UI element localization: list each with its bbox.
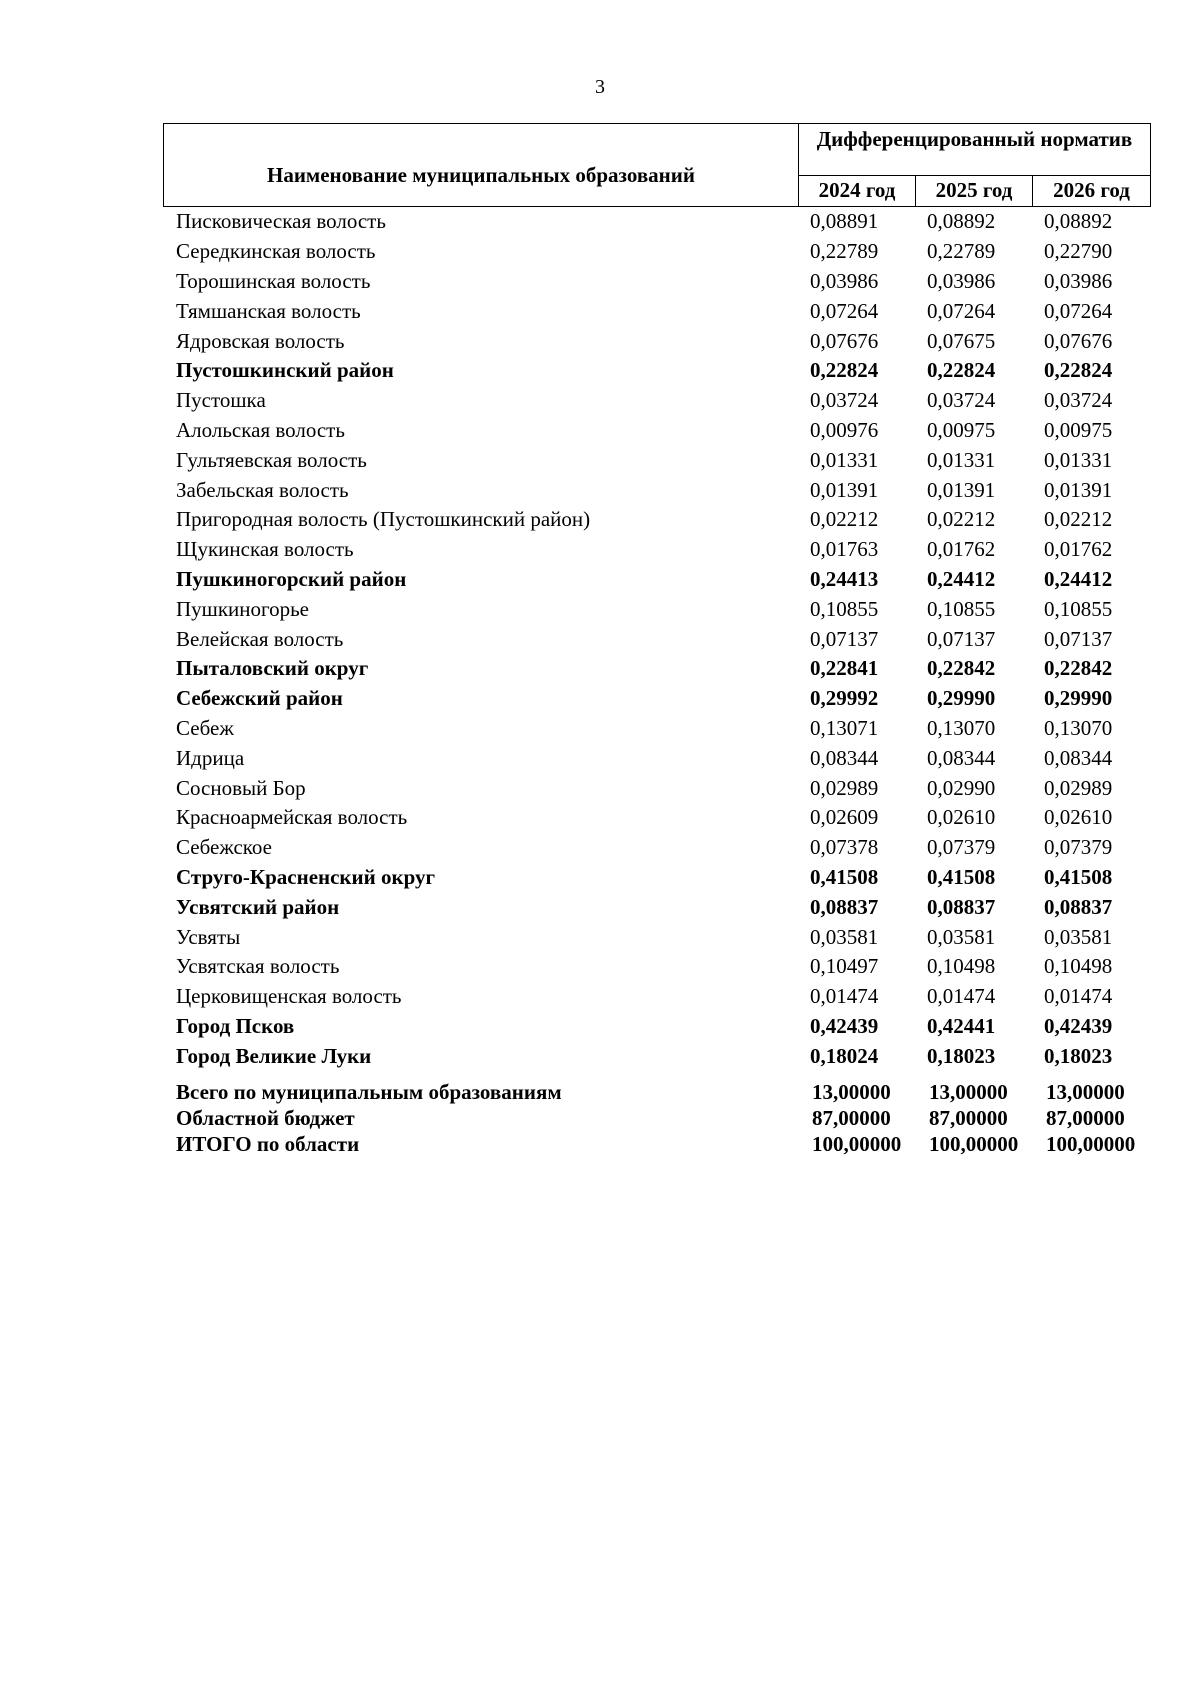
table-row [163, 743, 1151, 773]
row-name: Велейская волость [176, 626, 344, 651]
value-2026: 0,18023 [1044, 1043, 1113, 1068]
value-2026: 13,00000 [1046, 1079, 1125, 1104]
value-2025: 13,00000 [929, 1079, 1008, 1104]
value-2026: 0,03581 [1044, 924, 1113, 949]
value-2026: 0,01331 [1044, 447, 1113, 472]
table-row [163, 684, 1151, 714]
row-name: Город Великие Луки [176, 1043, 372, 1068]
header-year-2026: 2026 год [1053, 178, 1130, 202]
value-2026: 0,13070 [1044, 715, 1113, 740]
table-row [163, 863, 1151, 893]
value-2025: 0,13070 [927, 715, 996, 740]
value-2025: 0,01331 [927, 447, 996, 472]
value-2024: 0,22824 [810, 358, 879, 383]
value-2025: 0,07137 [927, 626, 996, 651]
row-name: ИТОГО по области [176, 1131, 360, 1156]
value-2026: 0,22824 [1044, 358, 1113, 383]
value-2026: 0,02989 [1044, 775, 1113, 800]
table-row [163, 1105, 1151, 1131]
value-2026: 0,07137 [1044, 626, 1113, 651]
value-2025: 0,01391 [927, 477, 996, 502]
row-name: Торошинская волость [176, 268, 371, 293]
value-2025: 0,07675 [927, 328, 996, 353]
row-name: Пригородная волость (Пустошкинский район) [176, 507, 591, 532]
value-2026: 0,29990 [1044, 686, 1113, 711]
value-2024: 0,22789 [810, 239, 879, 264]
row-name: Забельская волость [176, 477, 349, 502]
value-2025: 0,08344 [927, 745, 996, 770]
table-row [163, 1079, 1151, 1105]
table-body [163, 207, 1151, 1071]
value-2025: 0,08837 [927, 894, 996, 919]
table-row [163, 505, 1151, 535]
row-name: Пушкиногорье [176, 596, 310, 621]
value-2024: 0,18024 [810, 1043, 879, 1068]
value-2026: 0,00975 [1044, 417, 1113, 442]
value-2024: 0,07676 [810, 328, 879, 353]
header-name-column: Наименование муниципальных образований [164, 124, 799, 207]
table-row [163, 326, 1151, 356]
row-name: Тямшанская волость [176, 298, 361, 323]
value-2024: 0,08891 [810, 209, 879, 234]
value-2024: 0,03724 [810, 388, 879, 413]
value-2024: 0,01331 [810, 447, 879, 472]
row-name: Областной бюджет [176, 1105, 355, 1130]
value-2025: 0,22824 [927, 358, 996, 383]
value-2024: 0,07137 [810, 626, 879, 651]
row-name: Усвятский район [176, 894, 340, 919]
table-header [163, 123, 1151, 206]
header-years [799, 176, 1150, 207]
table-totals [163, 1079, 1151, 1157]
value-2025: 0,01474 [927, 984, 996, 1009]
value-2025: 87,00000 [929, 1105, 1008, 1130]
row-name: Ядровская волость [176, 328, 345, 353]
value-2026: 0,08892 [1044, 209, 1113, 234]
header-year-2024: 2024 год [799, 176, 916, 207]
value-2026: 0,07676 [1044, 328, 1113, 353]
value-2024: 0,02212 [810, 507, 879, 532]
normative-table [163, 123, 1151, 1157]
value-2026: 0,08837 [1044, 894, 1113, 919]
value-2024: 13,00000 [812, 1079, 891, 1104]
value-2026: 0,10498 [1044, 954, 1113, 979]
table-row [163, 594, 1151, 624]
value-2025: 0,22842 [927, 656, 996, 681]
row-name: Церковищенская волость [176, 984, 402, 1009]
row-name: Пустошкинский район [176, 358, 394, 383]
value-2026: 0,07264 [1044, 298, 1113, 323]
value-2026: 0,01762 [1044, 537, 1113, 562]
value-2024: 100,00000 [812, 1131, 902, 1156]
row-name: Гультяевская волость [176, 447, 367, 472]
table-row [163, 773, 1151, 803]
value-2024: 0,01391 [810, 477, 879, 502]
header-group-label: Дифференцированный норматив [799, 124, 1150, 176]
page-number: 3 [595, 76, 605, 98]
row-name: Усвяты [176, 924, 241, 949]
value-2024: 0,22841 [810, 656, 879, 681]
row-name: Себежский район [176, 686, 343, 711]
value-2024: 0,29992 [810, 686, 879, 711]
value-2024: 0,10855 [810, 596, 879, 621]
value-2024: 0,01763 [810, 537, 879, 562]
table-row [163, 445, 1151, 475]
value-2025: 0,03986 [927, 268, 996, 293]
table-row [163, 1131, 1151, 1157]
value-2026: 0,42439 [1044, 1013, 1113, 1038]
value-2026: 0,24412 [1044, 566, 1113, 591]
table-row [163, 565, 1151, 595]
value-2026: 100,00000 [1046, 1131, 1136, 1156]
row-name: Себежское [176, 835, 272, 860]
row-name: Красноармейская волость [176, 805, 408, 830]
value-2025: 0,42441 [927, 1013, 996, 1038]
value-2025: 0,02990 [927, 775, 996, 800]
value-2024: 0,03581 [810, 924, 879, 949]
value-2026: 0,08344 [1044, 745, 1113, 770]
header-year-2025: 2025 год [916, 176, 1033, 207]
table-row [163, 475, 1151, 505]
value-2024: 87,00000 [812, 1105, 891, 1130]
value-2024: 0,00976 [810, 417, 879, 442]
value-2024: 0,02989 [810, 775, 879, 800]
value-2026: 0,22842 [1044, 656, 1113, 681]
value-2024: 0,07264 [810, 298, 879, 323]
table-row [163, 535, 1151, 565]
table-row [163, 982, 1151, 1012]
table-row [163, 416, 1151, 446]
value-2026: 0,22790 [1044, 239, 1113, 264]
row-name: Всего по муниципальным образованиям [176, 1079, 562, 1104]
value-2024: 0,42439 [810, 1013, 879, 1038]
value-2026: 0,07379 [1044, 835, 1113, 860]
row-name: Сосновый Бор [176, 775, 306, 800]
table-row [163, 892, 1151, 922]
row-name: Щукинская волость [176, 537, 354, 562]
value-2025: 0,02610 [927, 805, 996, 830]
table-row [163, 803, 1151, 833]
row-name: Писковическая волость [176, 209, 386, 234]
value-2024: 0,08344 [810, 745, 879, 770]
table-row [163, 654, 1151, 684]
table-row [163, 237, 1151, 267]
value-2025: 0,07264 [927, 298, 996, 323]
table-row [163, 714, 1151, 744]
value-2026: 0,03986 [1044, 268, 1113, 293]
table-row [163, 952, 1151, 982]
value-2024: 0,07378 [810, 835, 879, 860]
row-name: Алольская волость [176, 417, 345, 442]
row-name: Пыталовский округ [176, 656, 369, 681]
table-row [163, 386, 1151, 416]
row-name: Струго-Красненский округ [176, 864, 436, 889]
value-2025: 0,02212 [927, 507, 996, 532]
row-name: Пушкиногорский район [176, 566, 407, 591]
table-row [163, 1041, 1151, 1071]
value-2025: 0,01762 [927, 537, 996, 562]
value-2025: 0,07379 [927, 835, 996, 860]
row-name: Пустошка [176, 388, 266, 413]
value-2025: 0,00975 [927, 417, 996, 442]
row-name: Себеж [176, 715, 234, 740]
value-2024: 0,10497 [810, 954, 879, 979]
value-2025: 0,29990 [927, 686, 996, 711]
value-2026: 0,03724 [1044, 388, 1113, 413]
value-2024: 0,02609 [810, 805, 879, 830]
value-2026: 87,00000 [1046, 1105, 1125, 1130]
value-2024: 0,01474 [810, 984, 879, 1009]
value-2024: 0,24413 [810, 566, 879, 591]
value-2024: 0,08837 [810, 894, 879, 919]
value-2026: 0,10855 [1044, 596, 1113, 621]
value-2024: 0,03986 [810, 268, 879, 293]
value-2026: 0,02212 [1044, 507, 1113, 532]
table-row [163, 267, 1151, 297]
table-row [163, 1012, 1151, 1042]
value-2026: 0,02610 [1044, 805, 1113, 830]
table-row [163, 296, 1151, 326]
value-2026: 0,01474 [1044, 984, 1113, 1009]
value-2025: 100,00000 [929, 1131, 1019, 1156]
table-row [163, 207, 1151, 237]
value-2025: 0,18023 [927, 1043, 996, 1068]
row-name: Усвятская волость [176, 954, 340, 979]
value-2025: 0,03581 [927, 924, 996, 949]
value-2025: 0,24412 [927, 566, 996, 591]
value-2025: 0,08892 [927, 209, 996, 234]
row-name: Середкинская волость [176, 239, 376, 264]
table-row [163, 356, 1151, 386]
table-row [163, 833, 1151, 863]
value-2025: 0,41508 [927, 864, 996, 889]
value-2025: 0,10498 [927, 954, 996, 979]
row-name: Идрица [176, 745, 245, 770]
value-2026: 0,01391 [1044, 477, 1113, 502]
value-2025: 0,03724 [927, 388, 996, 413]
table-row [163, 624, 1151, 654]
row-name: Город Псков [176, 1013, 295, 1038]
value-2024: 0,13071 [810, 715, 879, 740]
table-row [163, 922, 1151, 952]
value-2026: 0,41508 [1044, 864, 1113, 889]
value-2025: 0,22789 [927, 239, 996, 264]
value-2025: 0,10855 [927, 596, 996, 621]
value-2024: 0,41508 [810, 864, 879, 889]
